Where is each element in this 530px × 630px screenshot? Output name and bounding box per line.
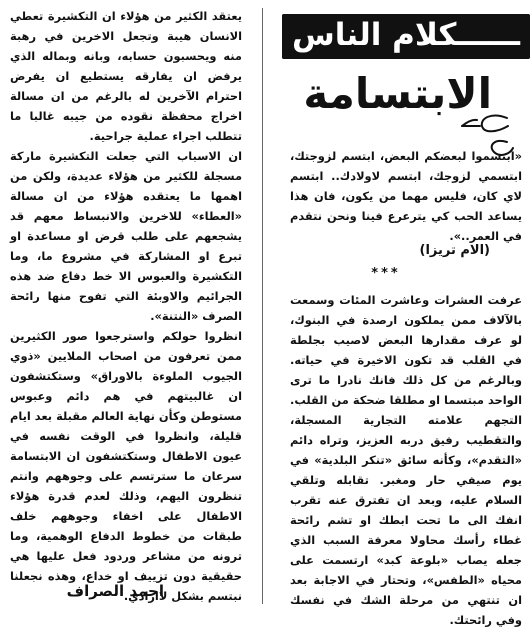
intro-signature: (الام تريزا) — [419, 243, 490, 258]
article-title: الابتسامة — [303, 69, 492, 118]
separator-stars: *** — [371, 266, 401, 281]
left-paragraph-1: يعتقد الكثير من هؤلاء ان التكشيرة تعطي الانسان هيبة وتجعل الاخرين في رهبة منه ويحسبون حسابه، وبانه وبماله الذي يرفض ان يفارقه يستطيع ان يفرض احترام الآخرين له بالرغم من ان مسالة اخراج محفظة نقوده من جيبه غالبا ما تتطلب اجراء عملية جراحية. — [10, 9, 242, 143]
right-column-intro — [290, 146, 522, 243]
left-paragraph-2: ان الاسباب التي جعلت التكشيرة ماركة مسجلة للكثير من هؤلاء عديدة، ولكن من اهمها ما يعتقده هؤلاء من ان مسالة «العطاء» للاخرين والانبساط معهم قد يشجعهم على طلب قرض او مساعدة او تبرع او المشاركة في مشروع ما، وما التكشيرة والعبوس الا خط دفاع ضد هذه الجرائيم والاوبئة التي تفوح منها رائحة الصرف «النتنة». — [10, 149, 242, 323]
column-header — [290, 8, 522, 64]
column-divider — [262, 8, 263, 604]
left-paragraph-3: انظروا حولكم واسترجعوا صور الكثيرين ممن تعرفون من اصحاب الملايين «ذوي الجيوب الملوءة بالاوراق» وستكتشفون ان غالبيتهم في هم دائم وعبوس مستوطن وكأن نهاية العالم مقبلة بعد ايام قليلة، وانظروا في الوقت نفسه في عيون الاطفال وستكتشفون ان الابتسامة سرعان ما سترتسم على وجوههم وانتم تنظرون اليهم، وذلك لعدم قدرة هؤلاء الاطفال على اخفاء وجوههم خلف طبقات من خطوط الدفاع الوهمية، وما ترونه من مشاعر وردود فعل عليها هي حقيقية دون تزييف او خداع، وهذه نجعلنا نبتسم بشكل لاارادي. — [10, 329, 242, 603]
column-name: ــــــكلام الناس — [282, 14, 530, 59]
right-body-text: عرفت العشرات وعاشرت المئات وسمعت بالآلاف ممن يملكون ارصدة في البنوك، لو عرف مقدارها البعض لاصيب بجلطة في القلب قد تكون الاخيرة في حياته. وبالرغم من كل ذلك فانك نادرا ما ترى الواحد مبتسما او مطلقا ضحكة من القلب. التجهم علامته التجارية المسجلة، والتقطيب رفيق دربه العزيز، وتراه دائم «التقدم»، وكأنه سائق «تنكر البلدية» في يوم صيفي حار ومغبر. تقابله وتلقي السلام عليه، وبعد ان تفترق عنه تقرب انفك الى ما تحت ابطك او تشم رائحة غطاء رأسك محاولا معرفة السبب الذي جعله يصاب «بلوعة كبد» ارتسمت على محياه «الطفس»، وتحتار في الاجابة بعد ان تنتهي من مرحلة الشك في نفسك وفي رائحتك. — [290, 293, 522, 627]
author-name: احمد الصراف — [66, 582, 164, 600]
intro-text: «ابتسموا لبعضكم البعض، ابتسم لزوجتك، ابتسمي لزوجك، ابتسم لاولادك.. ابتسم لاي كان، فليس مهما من يكون، فان هذا يساعد الحب كي يترعرع فينا ونحن نتقدم في العمر..». — [290, 149, 522, 243]
right-column-body — [290, 290, 522, 627]
article-title-wrapper — [290, 66, 522, 122]
